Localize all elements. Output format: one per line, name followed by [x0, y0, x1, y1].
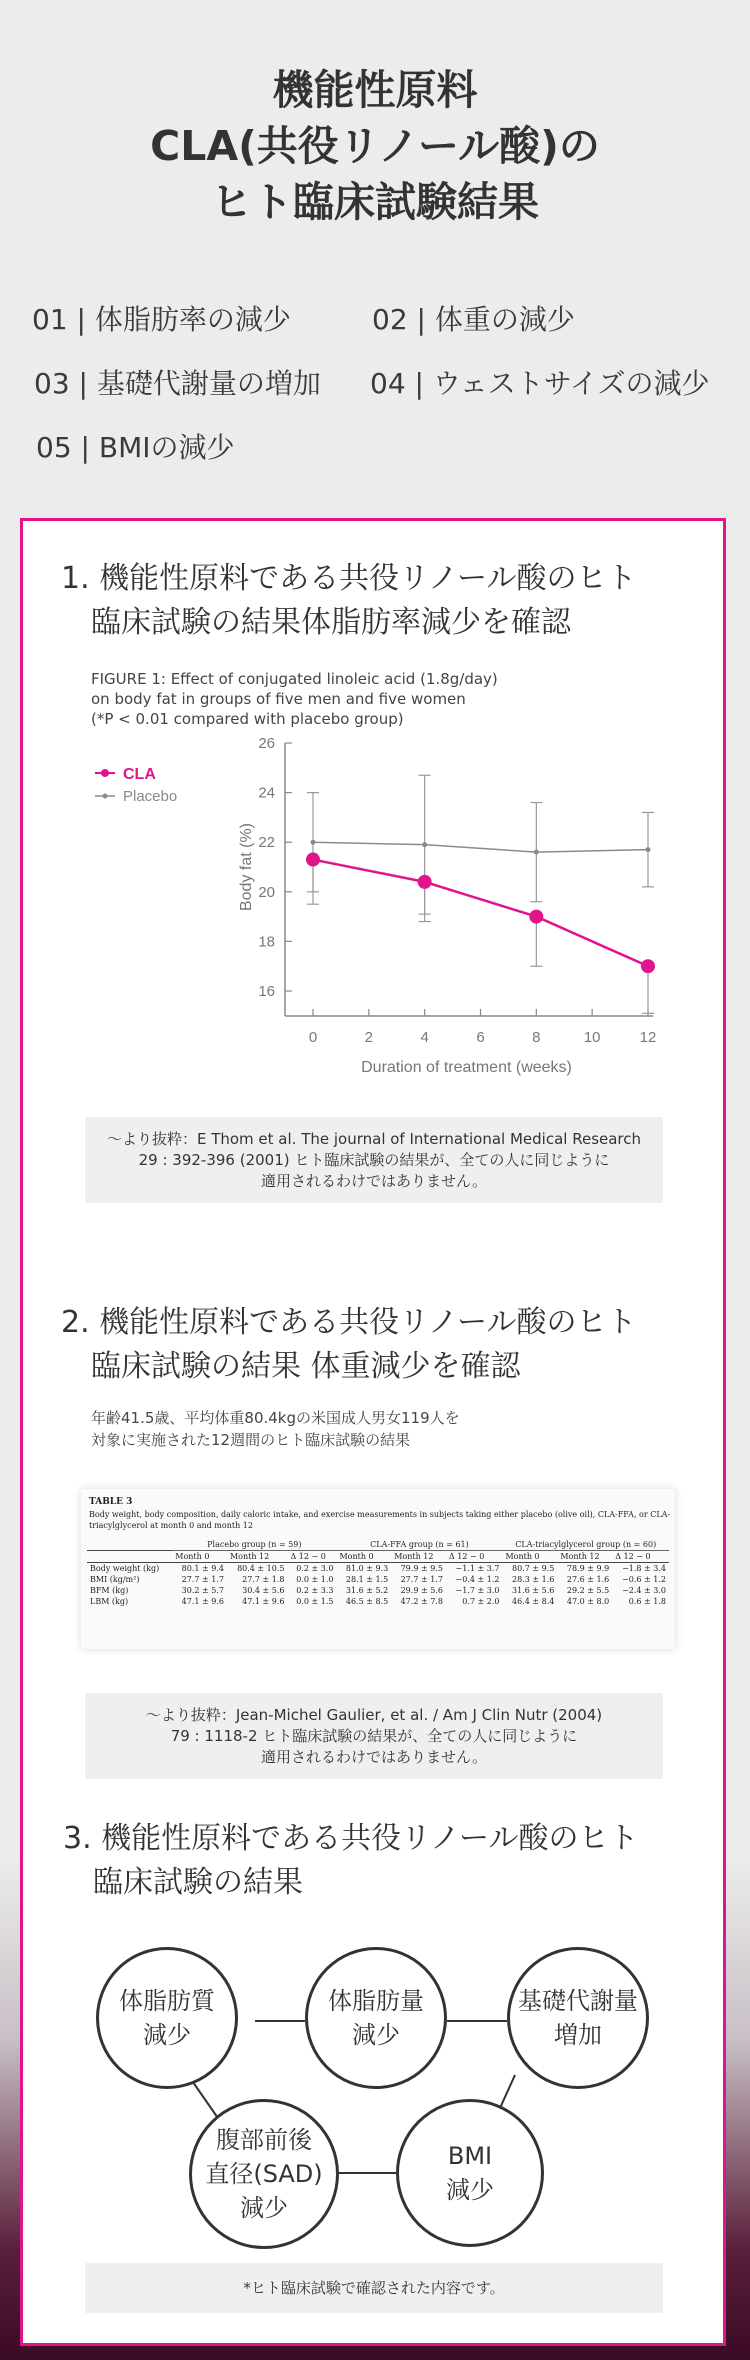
table-cell: 0.0 ± 1.5 [296, 1597, 334, 1606]
table-cell: 29.2 ± 5.5 [566, 1586, 610, 1595]
placebo-data-point [534, 850, 539, 855]
section1-source-line-3: 適用されるわけではありません。 [261, 1172, 487, 1190]
table-cell: 79.9 ± 9.5 [400, 1564, 443, 1573]
table-cell: −2.4 ± 3.0 [622, 1586, 666, 1595]
node-label: 減少 [240, 2194, 288, 2222]
benefit-node-basal-metabolism [507, 1947, 649, 2089]
y-tick-label: 20 [258, 883, 275, 901]
placebo-data-point [311, 840, 316, 845]
table-cell: −1.1 ± 3.7 [455, 1564, 500, 1573]
node-label: 直径(SAD) [205, 2160, 323, 2188]
table-column-header: Δ 12 − 0 [615, 1552, 651, 1561]
table-cell: 0.2 ± 3.0 [296, 1564, 334, 1573]
table-cell: 46.5 ± 8.5 [345, 1597, 389, 1606]
section3-title-line-2: 臨床試験の結果 [93, 1865, 303, 1900]
table-title: TABLE 3 [89, 1497, 133, 1507]
table-cell: 31.6 ± 5.6 [512, 1586, 555, 1595]
table-header-row [87, 1551, 669, 1563]
section1-title-line-2: 臨床試験の結果体脂肪率減少を確認 [91, 605, 571, 640]
section2-source-line-2: 79 : 1118-2 ヒト臨床試験の結果が、全ての人に同じように [170, 1727, 578, 1745]
table-row-label: Body weight (kg) [90, 1564, 160, 1573]
node-label: 減少 [352, 2021, 400, 2049]
table-cell: 78.9 ± 9.9 [566, 1564, 610, 1573]
table-cell: 30.4 ± 5.6 [242, 1586, 285, 1595]
figure-caption-line-3: (*P < 0.01 compared with placebo group) [91, 710, 404, 728]
node-label: 腹部前後 [216, 2126, 312, 2154]
table-cell: 27.7 ± 1.8 [242, 1575, 285, 1584]
table-cell: 30.2 ± 5.7 [181, 1586, 224, 1595]
table-row-label: BMI (kg/m²) [90, 1575, 140, 1584]
table-caption-line-1: Body weight, body composition, daily caloric intake, and exercise measurements in subjects taking either placebo (olive oil), CLA-FFA, or CLA- [89, 1510, 671, 1519]
table-column-header: Month 12 [394, 1552, 434, 1561]
table-cell: −1.7 ± 3.0 [455, 1586, 500, 1595]
figure-caption-line-2: on body fat in groups of five men and five women [91, 690, 466, 708]
benefit-node-body-fat-mass [305, 1947, 447, 2089]
benefit-node-sad [189, 2099, 339, 2249]
content-card [20, 518, 726, 2346]
page-title-line-2: CLA(共役リノール酸)の [150, 122, 600, 170]
table-cell: 0.0 ± 1.0 [296, 1575, 334, 1584]
table-group-header: Placebo group (n = 59) [172, 1539, 336, 1551]
section2-title-line-1: 2. 機能性原料である共役リノール酸のヒト [61, 1305, 637, 1340]
table-cell: 29.9 ± 5.6 [400, 1586, 443, 1595]
section1-source [85, 1117, 663, 1203]
x-tick-label: 12 [639, 1029, 657, 1046]
table-cell: 46.4 ± 8.4 [512, 1597, 555, 1606]
table-column-header: Δ 12 − 0 [448, 1552, 485, 1561]
section1-source-line-1: ～より抜粋：E Thom et al. The journal of International Medical Research [106, 1130, 642, 1148]
chart-legend [95, 766, 177, 805]
table-group-row [87, 1539, 669, 1551]
table-row [87, 1574, 669, 1585]
table-cell: 80.4 ± 10.5 [237, 1564, 285, 1573]
section1-source-line-2: 29 : 392-396 (2001) ヒト臨床試験の結果が、全ての人に同じように [138, 1151, 610, 1169]
node-label: 体脂肪質 [119, 1987, 215, 2015]
table-cell: 47.1 ± 9.6 [181, 1597, 224, 1606]
table-column-header: Δ 12 − 0 [290, 1552, 326, 1561]
page-title-line-3: ヒト臨床試験結果 [211, 178, 539, 226]
cla-data-point [529, 910, 543, 924]
table-column-header: Month 0 [175, 1552, 210, 1561]
figure-caption [91, 669, 498, 729]
table-cell: 31.6 ± 5.2 [345, 1586, 389, 1595]
section3-title [63, 1817, 638, 1905]
section2-subtitle-line-2: 対象に実施された12週間のヒト臨床試験の結果 [91, 1431, 411, 1449]
table-cell: 27.7 ± 1.7 [181, 1575, 224, 1584]
cla-data-point [641, 959, 655, 973]
placebo-data-point [646, 847, 651, 852]
y-tick-label: 26 [258, 735, 275, 752]
section1-title [61, 557, 636, 645]
node-label: 減少 [446, 2176, 494, 2204]
menu-item-04[interactable]: 04 | ウェストサイズの減少 [370, 367, 710, 400]
page-title [0, 62, 750, 230]
menu-item-05[interactable]: 05 | BMIの減少 [36, 431, 235, 464]
table-3-image [81, 1489, 675, 1649]
table-cell: 80.1 ± 9.4 [181, 1564, 224, 1573]
y-tick-label: 18 [258, 933, 275, 951]
cla-data-point [306, 853, 320, 867]
section2-subtitle [91, 1407, 460, 1451]
table-blank-cell [87, 1539, 172, 1551]
table-row [87, 1596, 669, 1607]
table-cell: 0.2 ± 3.3 [296, 1586, 334, 1595]
table-group-header: CLA-triacylglycerol group (n = 60) [502, 1539, 669, 1551]
table-cell: −0.4 ± 1.2 [455, 1575, 500, 1584]
section2-source-line-3: 適用されるわけではありません。 [261, 1748, 487, 1766]
menu-item-02[interactable]: 02 | 体重の減少 [372, 303, 575, 336]
table-cell: 47.1 ± 9.6 [242, 1597, 285, 1606]
table-cell: 81.0 ± 9.3 [345, 1564, 389, 1573]
legend-cla-marker [101, 769, 109, 777]
x-tick-label: 4 [420, 1029, 429, 1046]
cla-data-point [418, 875, 432, 889]
section2-source [85, 1693, 663, 1779]
y-tick-label: 24 [258, 784, 275, 802]
section2-subtitle-line-1: 年齢41.5歳、平均体重80.4kgの米国成人男女119人を [91, 1409, 460, 1427]
node-label: 増加 [554, 2021, 602, 2049]
node-label: BMI [447, 2142, 493, 2170]
table-cell: −1.8 ± 3.4 [622, 1564, 666, 1573]
x-tick-label: 10 [583, 1029, 601, 1046]
node-label: 減少 [143, 2021, 191, 2049]
x-tick-label: 0 [308, 1029, 318, 1046]
table-cell: 47.2 ± 7.8 [400, 1597, 443, 1606]
table-row [87, 1563, 669, 1575]
menu-item-01[interactable]: 01 | 体脂肪率の減少 [32, 303, 291, 336]
benefit-node-body-fat-quality [96, 1947, 238, 2089]
y-axis-label: Body fat (%) [238, 822, 255, 912]
x-tick-label: 8 [532, 1029, 541, 1046]
x-axis-label: Duration of treatment (weeks) [361, 1059, 572, 1076]
table-cell: 0.7 ± 2.0 [462, 1597, 500, 1606]
section2-source-line-1: ～より抜粋：Jean-Michel Gaulier, et al. / Am J Clin Nutr (2004) [145, 1706, 603, 1724]
section2-title-line-2: 臨床試験の結果 体重減少を確認 [91, 1349, 521, 1384]
placebo-data-point [422, 842, 427, 847]
plot-area [238, 735, 656, 1076]
legend-cla-label: CLA [123, 766, 156, 783]
page-title-line-1: 機能性原料 [272, 66, 478, 114]
section2-title [61, 1301, 636, 1389]
section3-footnote: *ヒト臨床試験で確認された内容です。 [85, 2263, 663, 2313]
body-fat-chart [53, 735, 693, 1111]
table-column-header: Month 12 [560, 1552, 600, 1561]
table-body [87, 1563, 669, 1608]
table-row [87, 1585, 669, 1596]
table-cell: 28.1 ± 1.5 [345, 1575, 389, 1584]
figure-caption-line-1: FIGURE 1: Effect of conjugated linoleic acid (1.8g/day) [91, 670, 498, 688]
table-row-label: BFM (kg) [90, 1586, 129, 1595]
table-3 [87, 1539, 669, 1607]
table-caption [89, 1509, 670, 1531]
table-blank-cell [87, 1551, 172, 1563]
section3-title-line-1: 3. 機能性原料である共役リノール酸のヒト [63, 1821, 639, 1856]
table-group-header: CLA-FFA group (n = 61) [336, 1539, 502, 1551]
table-caption-line-2: triacylglycerol at month 0 and month 12 [89, 1521, 253, 1530]
table-column-header: Month 0 [339, 1552, 374, 1561]
table-cell: 0.6 ± 1.8 [628, 1597, 666, 1606]
menu-item-03[interactable]: 03 | 基礎代謝量の増加 [34, 367, 321, 400]
table-column-header: Month 12 [229, 1552, 270, 1561]
placebo-series-line [313, 842, 648, 852]
benefit-node-bmi [396, 2099, 544, 2247]
section1-title-line-1: 1. 機能性原料である共役リノール酸のヒト [61, 561, 637, 596]
node-label: 体脂肪量 [328, 1987, 424, 2015]
y-tick-label: 16 [258, 983, 275, 1000]
y-tick-label: 22 [258, 834, 275, 852]
table-cell: 27.7 ± 1.7 [400, 1575, 443, 1584]
table-cell: −0.6 ± 1.2 [622, 1575, 666, 1584]
table-row-label: LBM (kg) [90, 1597, 129, 1606]
legend-placebo-label: Placebo [123, 788, 178, 805]
cla-series-line [313, 860, 648, 967]
table-cell: 80.7 ± 9.5 [512, 1564, 555, 1573]
table-cell: 47.0 ± 8.0 [566, 1597, 610, 1606]
legend-placebo-marker [103, 794, 108, 799]
x-tick-label: 6 [476, 1029, 485, 1046]
table-column-header: Month 0 [505, 1552, 540, 1561]
node-label: 基礎代謝量 [518, 1987, 638, 2015]
table-cell: 28.3 ± 1.6 [512, 1575, 555, 1584]
x-tick-label: 2 [364, 1029, 374, 1046]
table-cell: 27.6 ± 1.6 [566, 1575, 610, 1584]
